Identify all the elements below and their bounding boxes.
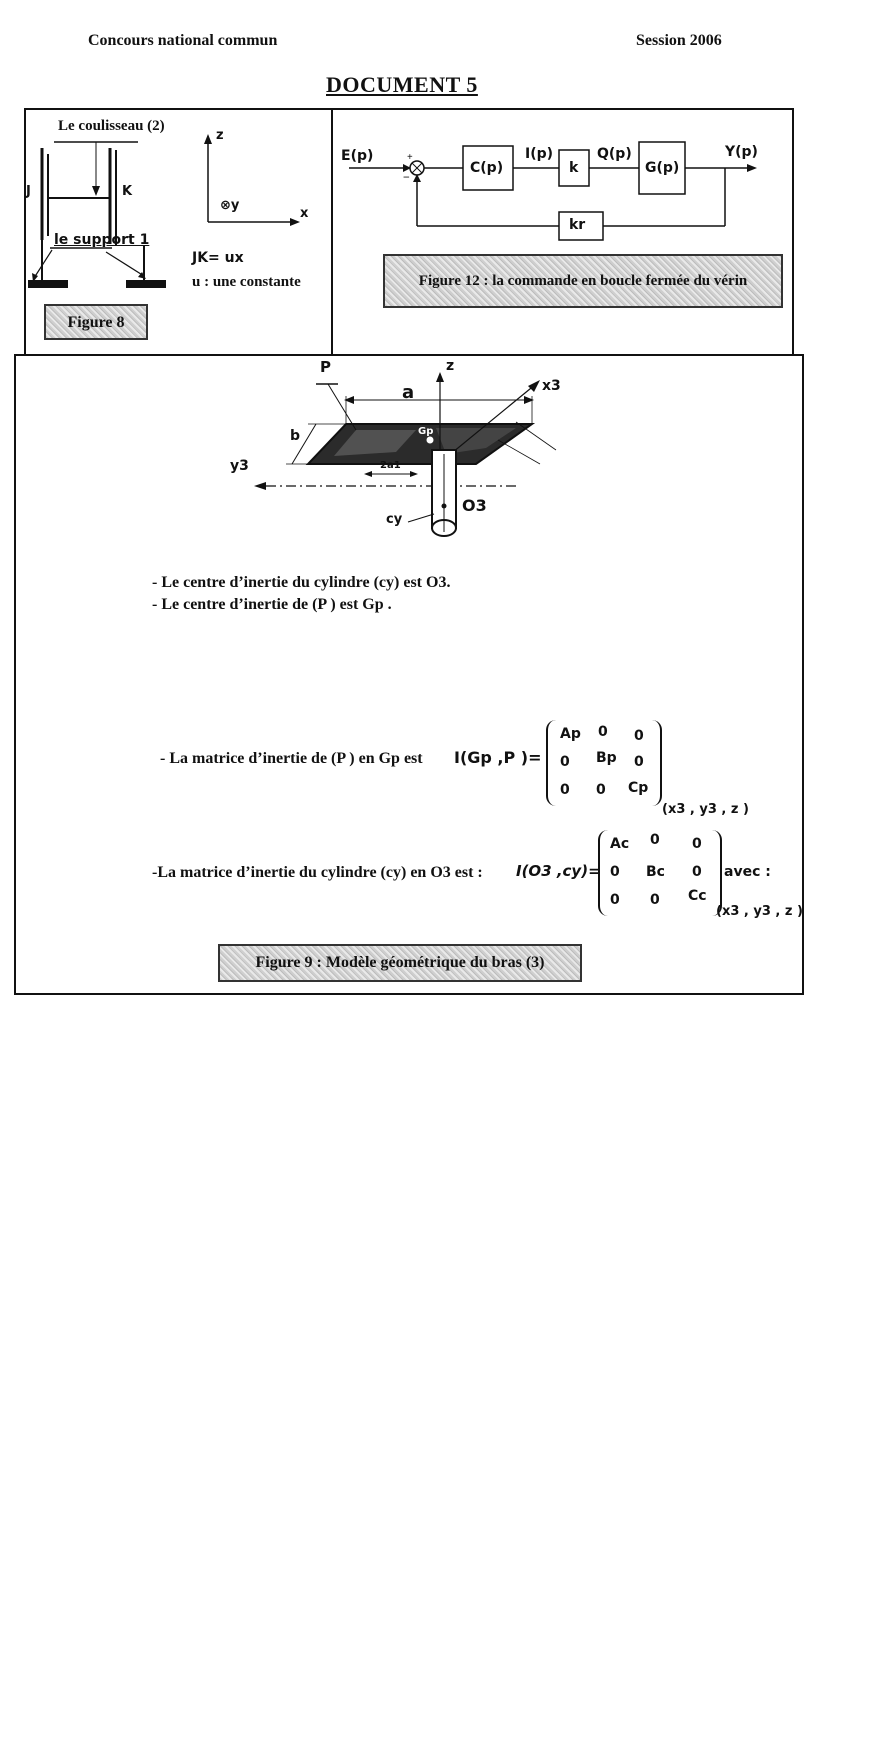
matrix-c-a22: Bc — [646, 864, 665, 880]
figure8-caption: Figure 8 — [44, 304, 148, 340]
signal-q: Q(p) — [597, 146, 632, 162]
matrix-p-a13: 0 — [634, 728, 644, 744]
matrix-c-a33: Cc — [688, 888, 707, 904]
bullet-cylinder-center: - Le centre d’inertie du cylindre (cy) est O3. — [152, 574, 451, 591]
matrix-c-a21: 0 — [610, 864, 620, 880]
matrix-c-text: -La matrice d’inertie du cylindre (cy) en O3 est : — [152, 864, 483, 881]
label-p: P — [320, 358, 331, 376]
matrix-c — [598, 830, 722, 916]
constant-note: u : une constante — [192, 274, 301, 290]
sum-plus: + — [407, 152, 413, 163]
matrix-p-a31: 0 — [560, 782, 570, 798]
figure9-caption: Figure 9 : Modèle géométrique du bras (3) — [218, 944, 582, 982]
matrix-c-a32: 0 — [650, 892, 660, 908]
input-signal: E(p) — [341, 148, 374, 164]
matrix-p-text: - La matrice d’inertie de (P ) en Gp est — [160, 750, 423, 767]
matrix-p-a32: 0 — [596, 782, 606, 798]
matrix-c-a11: Ac — [610, 836, 630, 852]
sum-minus: − — [403, 170, 410, 184]
block-k: k — [569, 160, 579, 176]
signal-i: I(p) — [525, 146, 554, 162]
document-title: DOCUMENT 5 — [326, 72, 478, 97]
matrix-c-avec: avec : — [724, 864, 771, 880]
header-right: Session 2006 — [636, 32, 722, 49]
matrix-c-a12: 0 — [650, 832, 660, 848]
block-diagram — [333, 110, 792, 354]
block-c: C(p) — [470, 160, 504, 176]
axis-z-label: z — [216, 128, 224, 143]
figure9-panel — [14, 354, 804, 995]
matrix-c-a31: 0 — [610, 892, 620, 908]
label-2a1: 2a1 — [380, 460, 401, 471]
figure12-caption: Figure 12 : la commande en boucle fermée du vérin — [383, 254, 783, 308]
axis-y-label: ⊗y — [220, 198, 240, 213]
matrix-p-a23: 0 — [634, 754, 644, 770]
label-gp: Gp — [418, 426, 434, 437]
axis-x-label: x — [300, 206, 309, 221]
label-x3: x3 — [542, 378, 561, 394]
matrix-p-a11: Ap — [560, 726, 581, 742]
figure8-panel — [24, 108, 333, 356]
matrix-p-symbol: I(Gp ,P )= — [454, 748, 542, 767]
matrix-p-basis: (x3 , y3 , z ) — [662, 802, 749, 817]
matrix-c-a13: 0 — [692, 836, 702, 852]
matrix-c-basis: (x3 , y3 , z ) — [716, 904, 803, 919]
label-b: b — [290, 428, 301, 444]
label-cy: cy — [386, 512, 403, 527]
support-label: le support 1 — [54, 232, 150, 248]
matrix-p-a12: 0 — [598, 724, 608, 740]
figure12-panel — [331, 108, 794, 356]
matrix-p-a22: Bp — [596, 750, 617, 766]
matrix-p-a21: 0 — [560, 754, 570, 770]
feedback-block: kr — [569, 217, 586, 233]
matrix-c-a23: 0 — [692, 864, 702, 880]
label-a: a — [402, 382, 415, 403]
point-k: K — [122, 184, 133, 199]
matrix-p-a33: Cp — [628, 780, 649, 796]
label-o3: O3 — [462, 496, 487, 515]
jk-equation: JK= ux — [192, 250, 244, 266]
output-signal: Y(p) — [725, 144, 758, 160]
label-z: z — [446, 358, 455, 374]
point-j: J — [26, 184, 31, 199]
matrix-p — [546, 720, 662, 806]
label-y3: y3 — [230, 458, 249, 474]
slider-label: Le coulisseau (2) — [58, 118, 165, 134]
block-g: G(p) — [645, 160, 680, 176]
header-left: Concours national commun — [88, 32, 278, 49]
bullet-plate-center: - Le centre d’inertie de (P ) est Gp . — [152, 596, 392, 613]
matrix-c-symbol: I(O3 ,cy)= — [516, 862, 601, 880]
